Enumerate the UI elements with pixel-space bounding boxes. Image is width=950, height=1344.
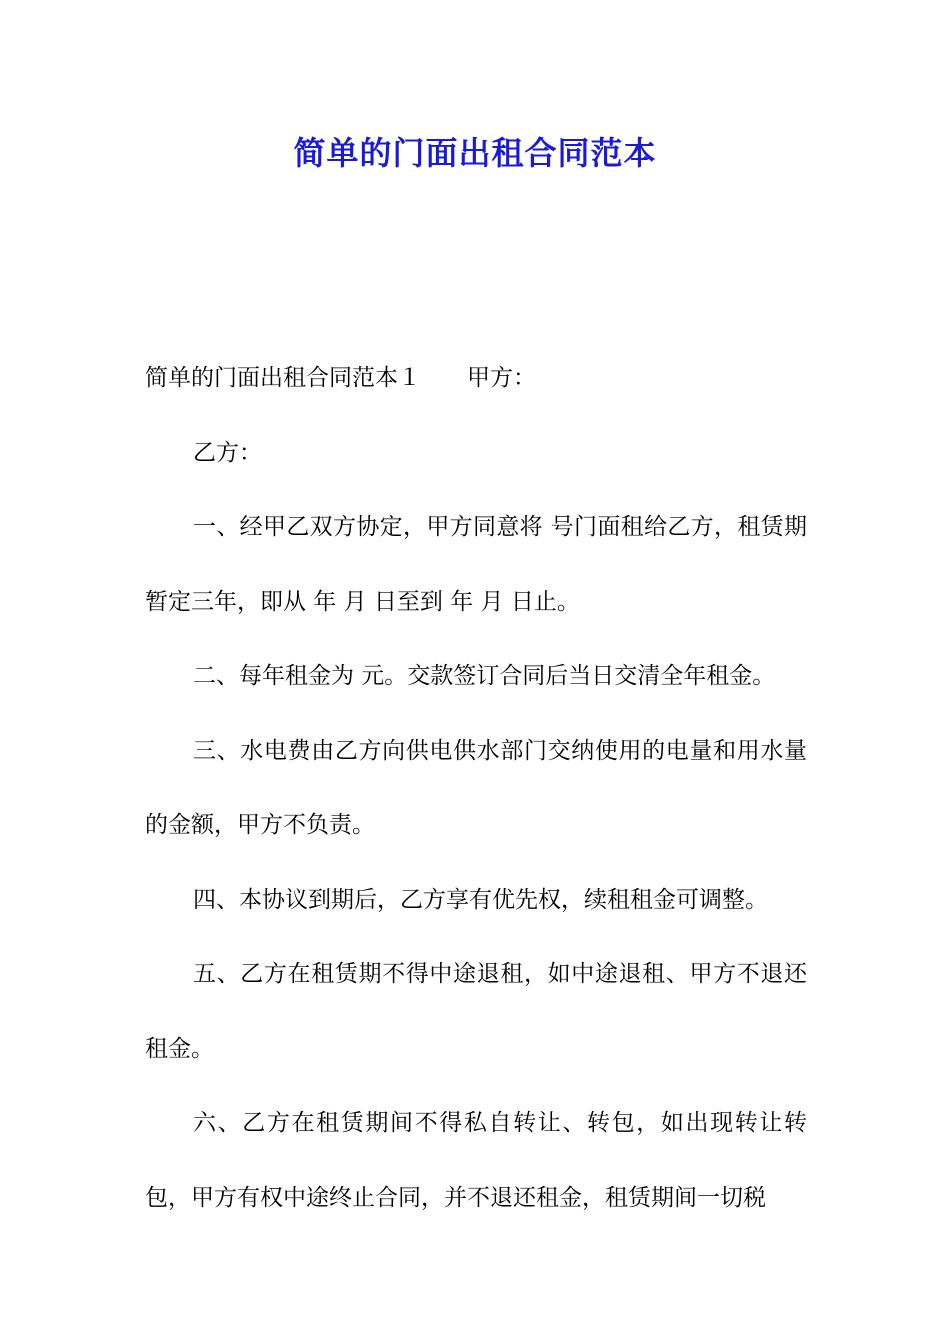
party-a-label: 甲方： xyxy=(467,365,536,391)
party-b-paragraph: 乙方： xyxy=(193,439,262,466)
clause-5: 五、乙方在租赁期不得中途退租，如中途退租、甲方不退还租金。 xyxy=(145,961,807,1062)
contract-heading: 简单的门面出租合同范本１ xyxy=(145,365,421,391)
document-title: 简单的门面出租合同范本 xyxy=(293,134,657,172)
clause-1: 一、经甲乙双方协定，甲方同意将 号门面租给乙方，租赁期暂定三年，即从 年 月 日至到 年 月 日止。 xyxy=(145,514,807,615)
heading-line xyxy=(145,341,807,416)
clause-3: 三、水电费由乙方向供电供水部门交纳使用的电量和用水量的金额，甲方不负责。 xyxy=(145,737,807,838)
clause-4: 四、本协议到期后，乙方享有优先权，续租租金可调整。 xyxy=(193,886,768,913)
document-body xyxy=(145,341,807,1235)
clause-2: 二、每年租金为 元。交款签订合同后当日交清全年租金。 xyxy=(193,663,776,689)
clause-6: 六、乙方在租赁期间不得私自转让、转包，如出现转让转包，甲方有权中途终止合同，并不退还租金，租赁期间一切税 xyxy=(145,1110,807,1211)
